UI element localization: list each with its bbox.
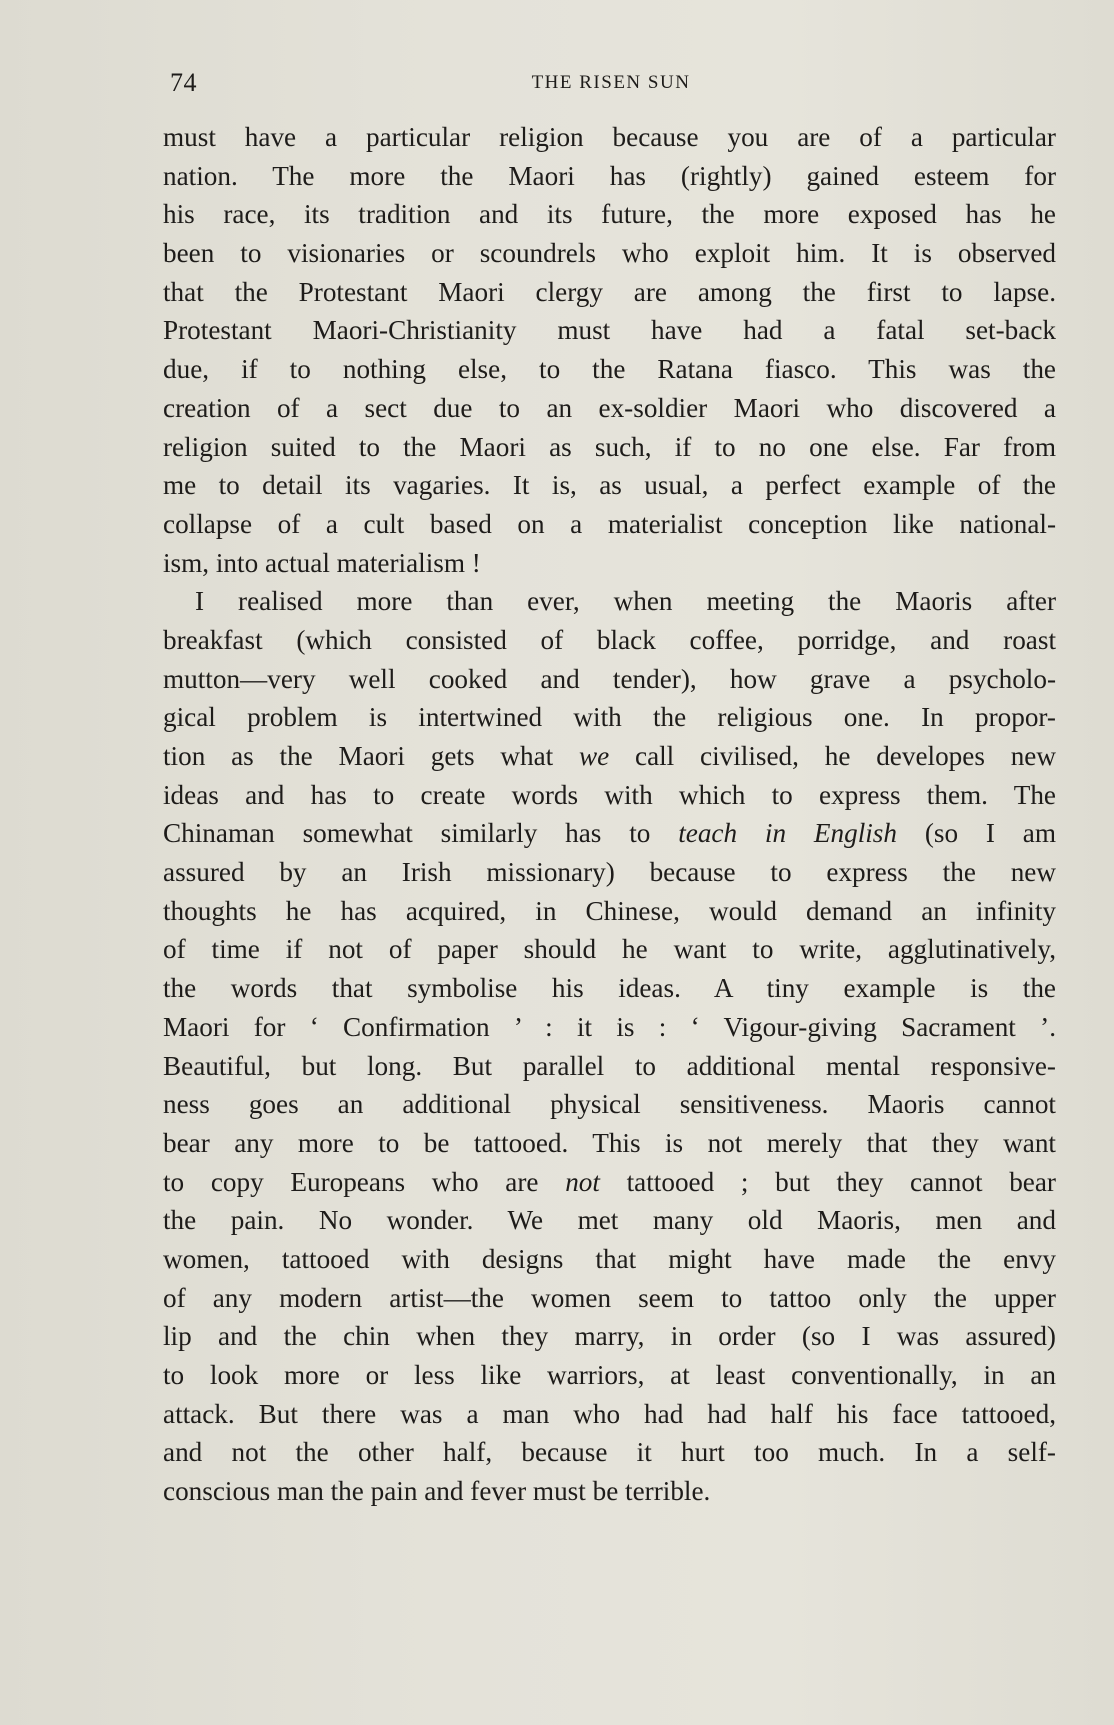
text-line: ideas and has to create words with which to express them. The <box>163 779 1056 810</box>
page-number: 74 <box>170 68 197 97</box>
text-line: the pain. No wonder. We met many old Maoris, men and <box>163 1205 1056 1236</box>
text-line: assured by an Irish missionary) because to express the new <box>163 857 1056 888</box>
text-line: Maori for ‘ Confirmation ’ : it is : ‘ Vigour-giving Sacrament ’. <box>163 1011 1056 1042</box>
text-line: to look more or less like warriors, at least conventionally, in an <box>163 1360 1056 1390</box>
italic-emphasis: teach in English <box>678 818 897 849</box>
text-line: attack. But there was a man who had had half his face tattooed, <box>163 1398 1056 1429</box>
text-line: ness goes an additional physical sensitiveness. Maoris cannot <box>163 1089 1056 1120</box>
text-line: Protestant Maori-Christianity must have had a fatal set-back <box>163 315 1056 346</box>
text-line: ism, into actual materialism ! <box>163 547 481 578</box>
text-line: that the Protestant Maori clergy are among the first to lapse. <box>163 276 1056 307</box>
text-line: mutton—very well cooked and tender), how grave a psycholo- <box>163 663 1056 694</box>
text-line: to copy Europeans who are not tattooed ; but they cannot bear <box>163 1166 1056 1197</box>
text-line: bear any more to be tattooed. This is not merely that they want <box>163 1127 1056 1158</box>
text-line: me to detail its vagaries. It is, as usual, a perfect example of the <box>163 470 1056 501</box>
text-line: lip and the chin when they marry, in order (so I was assured) <box>163 1321 1056 1352</box>
text-line: breakfast (which consisted of black coffee, porridge, and roast <box>163 624 1056 655</box>
text-line: been to visionaries or scoundrels who exploit him. It is observed <box>163 238 1056 269</box>
running-title: THE RISEN SUN <box>531 72 691 93</box>
text-line: conscious man the pain and fever must be terrible. <box>163 1476 711 1507</box>
italic-emphasis: not <box>565 1166 600 1197</box>
text-line: Beautiful, but long. But parallel to additional mental responsive- <box>163 1050 1056 1081</box>
text-line: thoughts he has acquired, in Chinese, would demand an infinity <box>163 895 1056 926</box>
text-line: the words that symbolise his ideas. A tiny example is the <box>163 973 1056 1004</box>
italic-emphasis: we <box>579 741 610 771</box>
text-line: gical problem is intertwined with the religious one. In propor- <box>163 702 1056 733</box>
text-line: tion as the Maori gets what we call civilised, he developes new <box>163 741 1056 771</box>
body-text <box>163 118 1056 1511</box>
text-line: collapse of a cult based on a materialist conception like national- <box>163 508 1056 539</box>
text-line: and not the other half, because it hurt too much. In a self- <box>163 1437 1056 1468</box>
paragraph-start-line: I realised more than ever, when meeting the Maoris after <box>195 586 1056 617</box>
text-line: of any modern artist—the women seem to tattoo only the upper <box>163 1282 1056 1313</box>
text-line: women, tattooed with designs that might have made the envy <box>163 1243 1056 1274</box>
text-line: creation of a sect due to an ex-soldier Maori who discovered a <box>163 392 1056 423</box>
text-line: Chinaman somewhat similarly has to teach in English (so I am <box>163 818 1056 849</box>
text-line: nation. The more the Maori has (rightly) gained esteem for <box>163 160 1056 191</box>
page-header <box>167 62 1055 102</box>
text-line: his race, its tradition and its future, the more exposed has he <box>163 199 1056 230</box>
text-line: due, if to nothing else, to the Ratana fiasco. This was the <box>163 354 1056 385</box>
text-line: of time if not of paper should he want to write, agglutinatively, <box>163 934 1056 965</box>
text-line: must have a particular religion because you are of a particular <box>163 122 1056 152</box>
text-line: religion suited to the Maori as such, if to no one else. Far from <box>163 431 1056 462</box>
